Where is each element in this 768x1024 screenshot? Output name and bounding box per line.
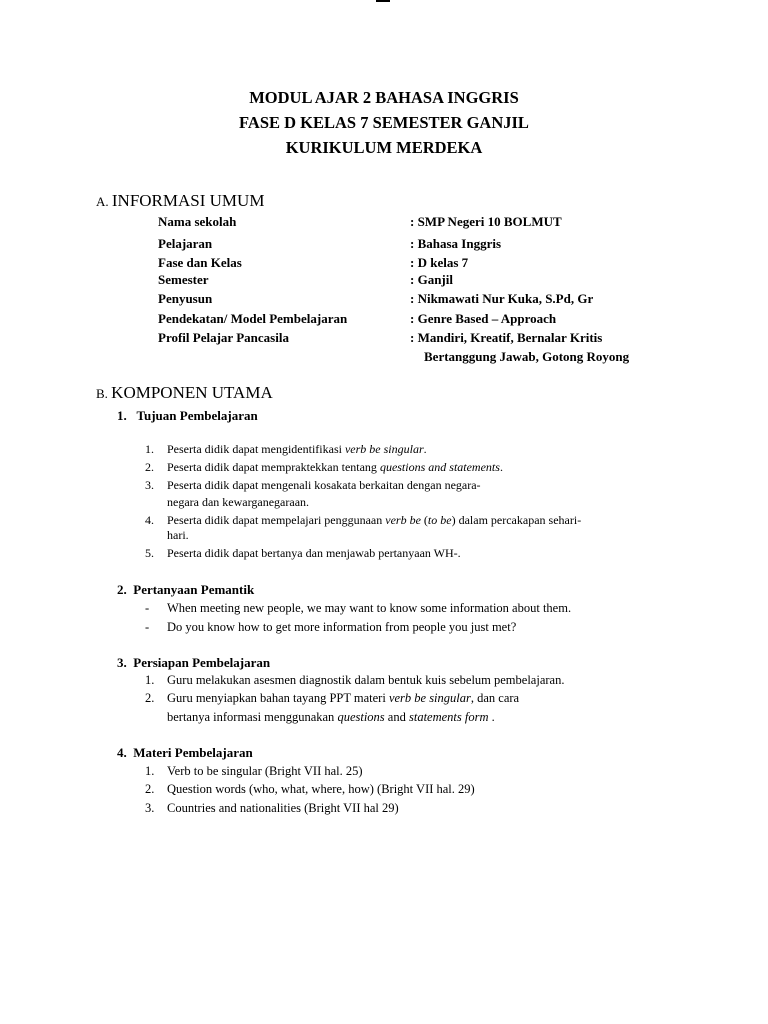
pemantik-1-bullet: - (145, 601, 150, 615)
subsection-3-title: Persiapan Pembelajaran (133, 655, 271, 670)
tujuan-1-pre: Peserta didik dapat mengidentifikasi (167, 442, 345, 456)
info-label-nama-sekolah: Nama sekolah (158, 214, 237, 229)
info-value-pelajaran: : Bahasa Inggris (410, 236, 502, 251)
subsection-2-num: 2. (117, 582, 127, 597)
section-a-heading (96, 191, 264, 211)
tujuan-5-num: 5. (145, 546, 154, 560)
subsection-3-num: 3. (117, 655, 127, 670)
materi-3-num: 3. (145, 801, 155, 815)
info-value-penyusun: : Nikmawati Nur Kuka, S.Pd, Gr (410, 291, 594, 306)
persiapan-2-post: , dan cara (470, 691, 520, 705)
section-b-heading (96, 383, 273, 403)
tujuan-1-text (167, 442, 427, 457)
subsection-4-num: 4. (117, 745, 127, 760)
info-value-nama-sekolah: : SMP Negeri 10 BOLMUT (410, 214, 562, 229)
tujuan-2-em: questions and statements (379, 460, 500, 474)
tujuan-2-text (167, 460, 503, 475)
tujuan-4-mid: ( (420, 513, 428, 527)
info-label-pelajaran: Pelajaran (158, 236, 213, 251)
tujuan-5-text: Peserta didik dapat bertanya dan menjawab pertanyaan WH-. (167, 546, 461, 560)
pemantik-1-text: When meeting new people, we may want to know some information about them. (167, 601, 572, 615)
info-value-profil-cont: Bertanggung Jawab, Gotong Royong (424, 349, 630, 364)
info-label-profil: Profil Pelajar Pancasila (158, 330, 289, 345)
tujuan-2-num: 2. (145, 460, 154, 474)
tujuan-4-num: 4. (145, 513, 154, 527)
tujuan-4-text (167, 513, 581, 528)
persiapan-2-l2mid: and (384, 710, 409, 724)
tujuan-1-em: verb be singular (344, 442, 424, 456)
doc-title-line2: FASE D KELAS 7 SEMESTER GANJIL (239, 113, 529, 132)
tujuan-4-post: ) dalam percakapan sehari- (451, 513, 582, 527)
subsection-3-heading (117, 655, 270, 671)
subsection-1-num: 1. (117, 408, 127, 423)
materi-1-text: Verb to be singular (Bright VII hal. 25) (167, 764, 363, 778)
persiapan-2-num: 2. (145, 691, 155, 705)
pemantik-2-text: Do you know how to get more information from people you just met? (167, 620, 517, 634)
section-a-title: INFORMASI UMUM (111, 191, 265, 210)
persiapan-2-l2pre: bertanya informasi menggunakan (167, 710, 338, 724)
materi-2-num: 2. (145, 782, 155, 796)
tujuan-4-em2: to be (427, 513, 452, 527)
pemantik-2-bullet: - (145, 620, 150, 634)
subsection-2-heading (117, 582, 254, 598)
info-value-fase-kelas: : D kelas 7 (410, 255, 469, 270)
tujuan-4-line2: hari. (167, 528, 189, 542)
materi-1-num: 1. (145, 764, 155, 778)
info-label-semester: Semester (158, 272, 209, 287)
info-label-pendekatan: Pendekatan/ Model Pembelajaran (158, 311, 348, 326)
doc-title-line3: KURIKULUM MERDEKA (285, 138, 483, 157)
subsection-1-title: Tujuan Pembelajaran (136, 408, 258, 423)
tujuan-2-pre: Peserta didik dapat mempraktekkan tentang (167, 460, 380, 474)
tujuan-3-line2: negara dan kewarganegaraan. (167, 495, 310, 509)
info-value-pendekatan: : Genre Based – Approach (410, 311, 557, 326)
info-label-penyusun: Penyusun (158, 291, 213, 306)
persiapan-1-num: 1. (145, 673, 155, 687)
subsection-4-title: Materi Pembelajaran (133, 745, 253, 760)
tujuan-3-num: 3. (145, 478, 154, 492)
info-value-semester: : Ganjil (410, 272, 453, 287)
subsection-2-title: Pertanyaan Pemantik (133, 582, 255, 597)
top-mark (376, 0, 390, 2)
section-a-letter: A. (96, 194, 109, 209)
materi-3-text: Countries and nationalities (Bright VII hal 29) (167, 801, 399, 815)
info-label-fase-kelas: Fase dan Kelas (158, 255, 242, 270)
tujuan-1-num: 1. (145, 442, 154, 456)
persiapan-2-pre: Guru menyiapkan bahan tayang PPT materi (167, 691, 389, 705)
doc-title-line1: MODUL AJAR 2 BAHASA INGGRIS (249, 88, 519, 107)
persiapan-2-em: verb be singular (388, 691, 471, 705)
subsection-4-heading (117, 745, 253, 761)
tujuan-4-pre: Peserta didik dapat mempelajari penggunaan (167, 513, 386, 527)
section-b-title: KOMPONEN UTAMA (111, 383, 273, 402)
tujuan-3-line1: Peserta didik dapat mengenali kosakata berkaitan dengan negara- (167, 478, 481, 492)
materi-2-text: Question words (who, what, where, how) (Bright VII hal. 29) (167, 782, 475, 796)
tujuan-2-post: . (499, 460, 503, 474)
persiapan-2-line1 (167, 691, 519, 706)
info-value-profil: : Mandiri, Kreatif, Bernalar Kritis (410, 330, 603, 345)
tujuan-4-em: verb be (385, 513, 421, 527)
tujuan-1-post: . (423, 442, 427, 456)
subsection-1-heading (117, 408, 258, 424)
persiapan-2-l2post: . (488, 710, 495, 724)
persiapan-2-line2 (167, 710, 495, 725)
section-b-letter: B. (96, 386, 108, 401)
persiapan-1-text: Guru melakukan asesmen diagnostik dalam bentuk kuis sebelum pembelajaran. (167, 673, 565, 687)
persiapan-2-l2em: questions (337, 710, 385, 724)
persiapan-2-l2em2: statements form (408, 710, 489, 724)
